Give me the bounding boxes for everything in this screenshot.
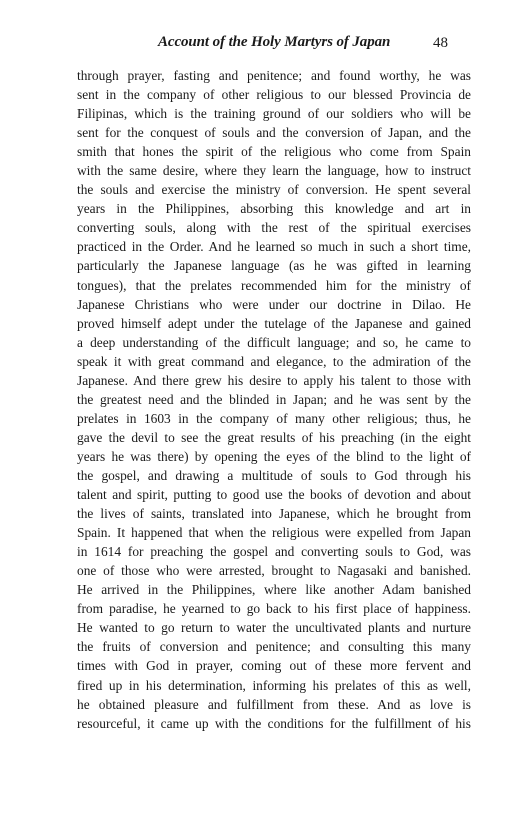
text-line: one of those who were arrested, brought to Nagasaki and banished. (77, 563, 471, 579)
text-line: years in the Philippines, absorbing this knowledge and art in (77, 201, 471, 217)
text-line: years he was there) by opening the eyes of the blind to the light of (77, 448, 471, 464)
text-line: he obtained pleasure and fulfillment from these. And as love is (77, 696, 471, 712)
text-line: gave the devil to see the great results of his preaching (in the eight (77, 429, 471, 445)
text-line: with the same desire, where they learn the language, how to instruct (77, 163, 471, 179)
text-line: speak it with great command and elegance, to the admiration of the (77, 353, 471, 369)
text-line: fired up in his determination, informing his prelates of this as well, (77, 677, 471, 693)
text-line: times with God in prayer, coming out of these more fervent and (77, 658, 471, 674)
text-line: the lives of saints, translated into Japanese, which he brought from (77, 506, 471, 522)
text-line: proved himself adept under the tutelage of the Japanese and gained (77, 315, 471, 331)
text-line: sent for the conquest of souls and the conversion of Japan, and the (77, 125, 471, 141)
text-line: resourceful, it came up with the conditions for the fulfillment of his (77, 715, 471, 731)
text-line: He arrived in the Philippines, where like another Adam banished (77, 582, 471, 598)
text-line: practiced in the Order. And he learned so much in such a short time, (77, 239, 471, 255)
text-line: converting souls, along with the rest of the spiritual exercises (77, 220, 471, 236)
running-head (76, 34, 460, 54)
text-line: in 1614 for preaching the gospel and converting souls to God, was (77, 544, 471, 560)
text-line: prelates in 1603 in the company of many other religious; thus, he (77, 410, 471, 426)
text-line: through prayer, fasting and penitence; and found worthy, he was (77, 68, 471, 83)
text-line: Japanese. And there grew his desire to apply his talent to those with (77, 372, 471, 388)
text-line: sent in the company of other religious to our blessed Provincia de (77, 87, 471, 103)
text-line: Filipinas, which is the training ground of our soldiers who will be (77, 106, 471, 122)
text-line: smith that hones the spirit of the religious who come from Spain (77, 144, 471, 160)
text-line: from paradise, he yearned to go back to his first place of happiness. (77, 601, 471, 617)
text-line: the fruits of conversion and penitence; and consulting this many (77, 639, 471, 655)
text-line: Japanese Christians who were under our doctrine in Dilao. He (77, 296, 471, 312)
text-line: a deep understanding of the difficult language; and so, he came to (77, 334, 471, 350)
body-text (77, 66, 471, 733)
text-line: the souls and exercise the ministry of conversion. He spent several (77, 182, 471, 198)
text-line: talent and spirit, putting to good use the books of devotion and about (77, 487, 471, 503)
text-line: particularly the Japanese language (as he was gifted in learning (77, 258, 471, 274)
page-number: 48 (433, 35, 448, 51)
text-line: He wanted to go return to water the uncultivated plants and nurture (77, 620, 471, 636)
text-line: the greatest need and the blinded in Japan; and he was sent by the (77, 391, 471, 407)
running-title: Account of the Holy Martyrs of Japan (158, 34, 391, 50)
text-line: the gospel, and drawing a multitude of souls to God through his (77, 467, 471, 483)
text-line: tongues), that the prelates recommended him for the ministry of (77, 277, 471, 293)
text-line: Spain. It happened that when the religious were expelled from Japan (77, 525, 471, 541)
